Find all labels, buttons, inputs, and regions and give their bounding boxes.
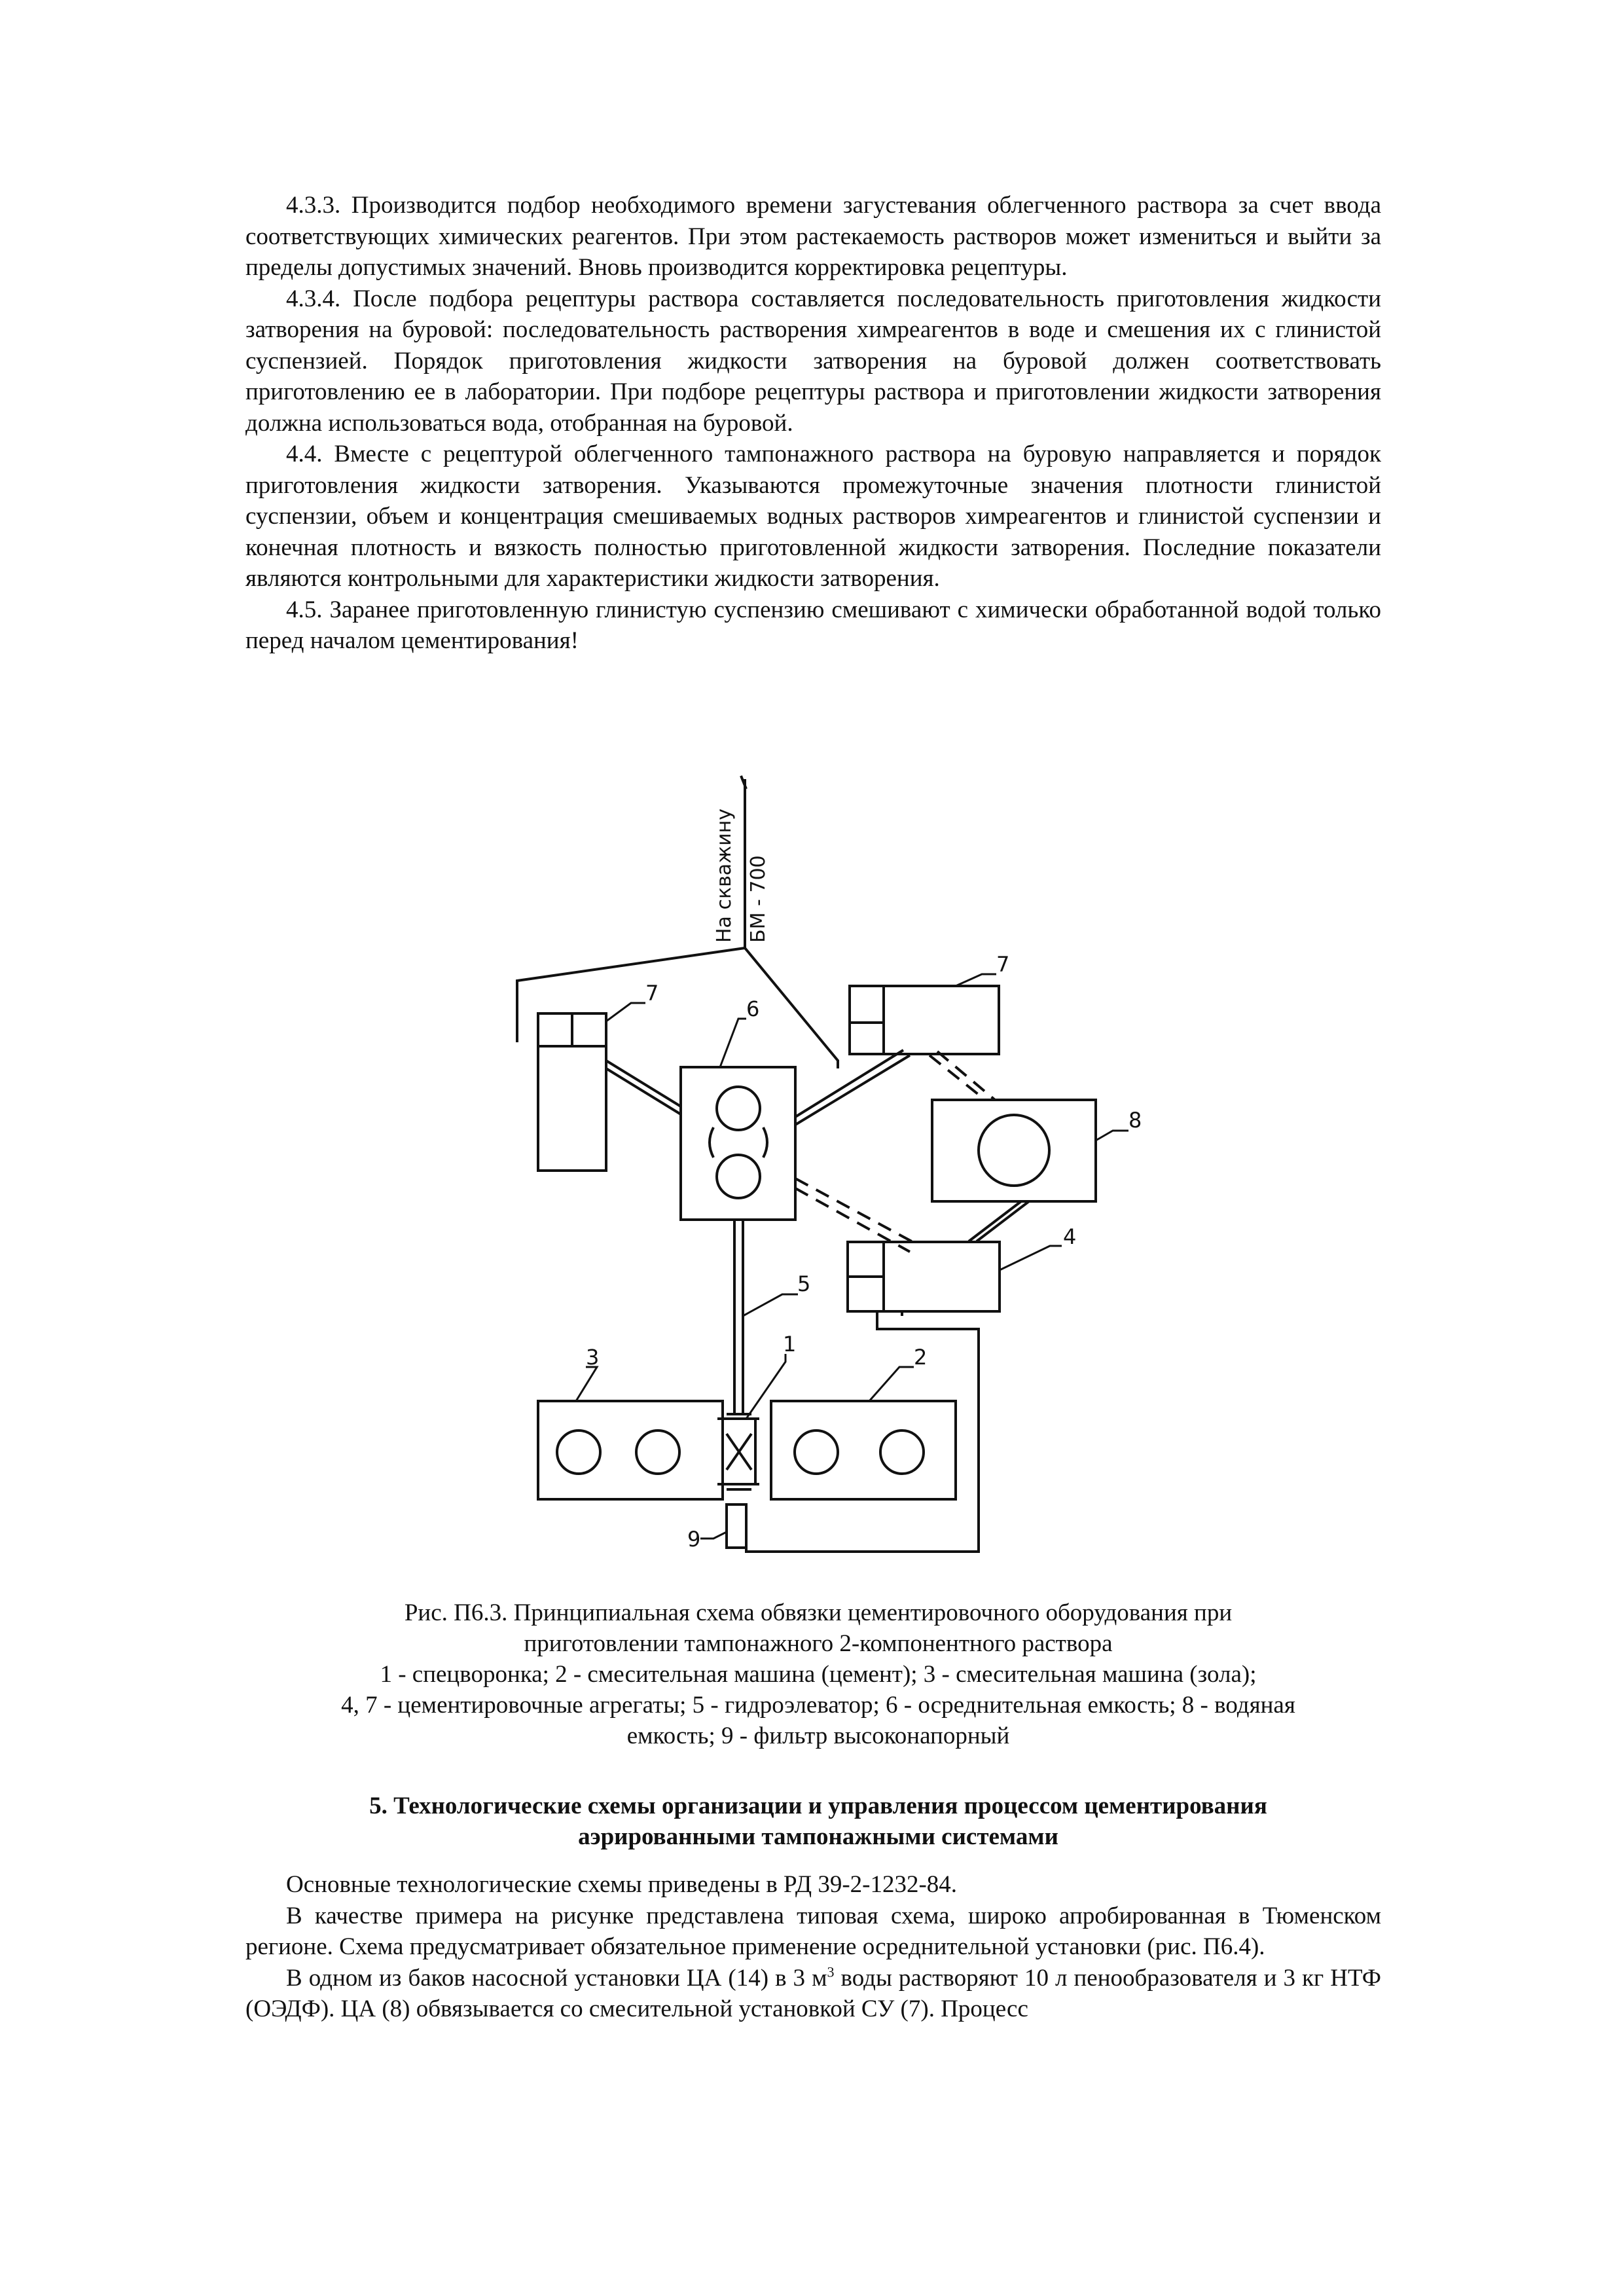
mixing-machine-3	[538, 1401, 723, 1499]
label-7-left: 7	[645, 981, 659, 1006]
label-8: 8	[1128, 1108, 1142, 1133]
caption-legend-line-2: 4, 7 - цементировочные агрегаты; 5 - гидроэлеватор; 6 - осреднительная емкость; 8 - водяная	[341, 1692, 1295, 1719]
special-funnel-1	[717, 1414, 759, 1489]
caption-legend-line-1: 1 - спецворонка; 2 - смесительная машина (цемент); 3 - смесительная машина (зола);	[380, 1661, 1257, 1688]
section-heading-line-1: 5. Технологические схемы организации и управления процессом цементирования	[369, 1793, 1267, 1819]
paragraph-process-part-1: В одном из баков насосной установки ЦА (14) в 3 м	[286, 1964, 827, 1992]
cementing-unit-7-left	[538, 1013, 606, 1171]
paragraph-example-scheme: В качестве примера на рисунке представлена типовая схема, широко апробированная в Тюменском регионе. Схема предусматривает обязательное применение осреднительной установки (рис. П6.4).	[245, 1902, 1381, 1960]
label-4: 4	[1063, 1224, 1077, 1249]
paragraph-process-start	[245, 1963, 1381, 2025]
pipe-label-to-well: На скважину	[713, 808, 736, 943]
caption-title-line-2: приготовлении тампонажного 2-компонентного раствора	[524, 1630, 1113, 1657]
label-6: 6	[746, 996, 760, 1021]
hydroelevator-5	[734, 1220, 743, 1414]
paragraph-4-4: 4.4. Вместе с рецептурой облегченного тампонажного раствора на буровую направляется и порядок приготовления жидкости затворения. Указываются промежуточные значения плотности глинистой суспензии, объем и концентрация смешиваемых водных растворов химреагентов и глинистой суспензии и конечная плотность и вязкость полностью приготовленной жидкости затворения. Последние показатели являются контрольными для характеристики жидкости затворения.	[245, 441, 1381, 592]
paragraph-schemes-reference: Основные технологические схемы приведены в РД 39-2-1232-84.	[286, 1871, 958, 1898]
label-2: 2	[914, 1345, 928, 1370]
label-7-right: 7	[996, 952, 1010, 977]
label-9: 9	[687, 1527, 701, 1552]
cementing-unit-7-right	[850, 986, 999, 1054]
cementing-unit-4	[848, 1242, 1000, 1311]
paragraph-4-3-4: 4.3.4. После подбора рецептуры раствора составляется последовательность приготовления жидкости затворения на буровой: последовательность растворения химреагентов в воде и смешения их с глинистой суспензией. Порядок приготовления жидкости затворения на буровой должен соответствовать приготовлению ее в лаборатории. При подборе рецептуры раствора и приготовлении жидкости затворения должна использоваться вода, отобранная на буровой.	[245, 285, 1381, 437]
high-pressure-filter-9	[727, 1504, 746, 1548]
paragraph-process-part-2: воды растворяют 10 л пенообразователя и 3 кг НТФ (ОЭДФ). ЦА (8) обвязывается со смесительной установкой СУ (7). Процесс	[245, 1964, 1381, 2022]
label-5: 5	[797, 1271, 811, 1296]
section-heading-line-2: аэрированными тампонажными системами	[578, 1823, 1058, 1850]
cubic-superscript: 3	[827, 1963, 835, 1980]
section-5-heading	[275, 1791, 1362, 1852]
label-3: 3	[586, 1345, 600, 1370]
label-1: 1	[783, 1332, 797, 1357]
paragraph-4-3-3: 4.3.3. Производится подбор необходимого времени загустевания облегченного раствора за счет ввода соответствующих химических реагентов. При этом растекаемость растворов может измениться и выйти за пределы допустимых значений. Вновь производится корректировка рецептуры.	[245, 192, 1381, 281]
double-pipelines	[606, 1050, 1029, 1241]
figure-caption	[262, 1597, 1375, 1751]
pipe-junction-lines	[517, 948, 838, 1068]
pipe-label-bm700: БМ - 700	[747, 855, 770, 943]
dashed-pipelines	[795, 1051, 995, 1252]
mixing-machine-2	[771, 1401, 956, 1499]
paragraph-4-5: 4.5. Заранее приготовленную глинистую суспензию смешивают с химически обработанной водой только перед началом цементирования!	[245, 596, 1381, 654]
return-lines	[746, 1311, 979, 1552]
averaging-tank-6	[681, 1067, 795, 1220]
pipe-to-well	[741, 776, 746, 948]
caption-legend-line-3: емкость; 9 - фильтр высоконапорный	[626, 1722, 1010, 1749]
bottom-text-block	[245, 1869, 1381, 2025]
water-tank-8	[932, 1100, 1096, 1201]
label-leader-lines	[576, 974, 1128, 1539]
caption-title-line-1: Рис. П6.3. Принципиальная схема обвязки цементировочного оборудования при	[404, 1599, 1233, 1626]
